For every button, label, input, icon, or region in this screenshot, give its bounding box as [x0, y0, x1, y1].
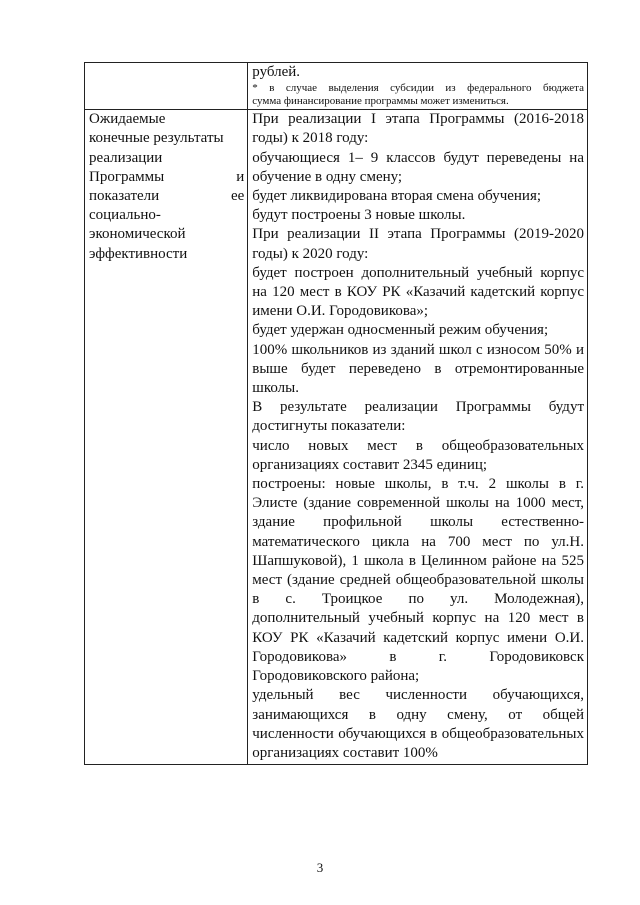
result-text-line: школы.: [252, 380, 299, 397]
label-line: [89, 168, 244, 187]
result-text-line: Городовиковского района;: [252, 668, 420, 685]
result-text-line: будет ликвидирована вторая смена обучения;: [252, 188, 542, 205]
result-text-line: Шапшуковой), 1 школа в Целинном районе на 525: [252, 552, 584, 569]
label-line: эффективности: [89, 245, 188, 262]
label-word: и: [236, 168, 245, 185]
result-text-line: 100% школьников из зданий школ с износом 50% и: [252, 341, 584, 358]
result-text-line: организациях составит 2345 единиц;: [252, 456, 488, 473]
result-text-line: Городовикова» в г. Городовиковск: [252, 648, 584, 665]
result-text-line: в с. Троицкое по ул. Молодежная),: [252, 591, 584, 608]
expected-results-label-cell: [85, 110, 248, 765]
funding-text-line: рублей.: [252, 64, 301, 80]
label-word: показатели: [89, 188, 160, 205]
result-text-line: КОУ РК «Казачий кадетский корпус имени О.И.: [252, 629, 584, 646]
result-text-line: построены: новые школы, в т.ч. 2 школы в г.: [252, 476, 584, 493]
result-text-line: математического цикла на 700 мест по ул.Н.: [252, 533, 584, 550]
label-line: конечные результаты: [89, 130, 224, 147]
result-text-line: В результате реализации Программы будут: [252, 399, 584, 416]
result-text-line: годы) к 2020 году:: [252, 245, 369, 262]
result-text-line: дополнительный учебный корпус на 120 мест в: [252, 610, 584, 627]
label-line: реализации: [89, 149, 163, 166]
result-text-line: на 120 мест в КОУ РК «Казачий кадетский корпус: [252, 284, 584, 301]
program-table: [84, 62, 588, 765]
label-word: ее: [230, 188, 245, 205]
result-text-line: здание профильной школы естественно-: [252, 514, 584, 531]
result-text-line: будут построены 3 новые школы.: [252, 207, 466, 224]
result-text-line: численности обучающихся в общеобразовательных: [252, 725, 584, 742]
label-line: экономической: [89, 226, 186, 243]
result-text-line: обучение в одну смену;: [252, 168, 403, 185]
funding-footnote-line: сумма финансирование программы может измениться.: [252, 95, 509, 108]
funding-label-cell: [85, 63, 248, 110]
result-text-line: При реализации II этапа Программы (2019-2020: [252, 226, 584, 243]
result-text-line: При реализации I этапа Программы (2016-2018: [252, 111, 584, 128]
result-text-line: Элисте (здание современной школы на 1000 мест,: [252, 495, 584, 512]
label-line: социально-: [89, 207, 161, 224]
result-text-line: имени О.И. Городовикова»;: [252, 303, 429, 320]
result-text-line: выше будет переведено в отремонтированные: [252, 360, 584, 377]
result-text-line: число новых мест в общеобразовательных: [252, 437, 584, 454]
table-row-funding: [85, 63, 588, 110]
result-text-line: организациях составит 100%: [252, 744, 438, 761]
funding-value-cell: [248, 63, 588, 110]
label-word: Программы: [89, 168, 165, 185]
result-text-line: занимающихся в одну смену, от общей: [252, 706, 584, 723]
result-text-line: будет удержан односменный режим обучения;: [252, 322, 549, 339]
label-line: [89, 187, 244, 206]
result-text-line: будет построен дополнительный учебный корпус: [252, 264, 584, 281]
result-text-line: удельный вес численности обучающихся,: [252, 687, 584, 704]
table-row-expected-results: [85, 110, 588, 765]
result-text-line: мест (здание средней общеобразовательной школы: [252, 572, 584, 589]
label-line: Ожидаемые: [89, 111, 166, 128]
result-text-line: годы) к 2018 году:: [252, 130, 369, 147]
expected-results-text-cell: [248, 110, 588, 765]
funding-footnote-line: * в случае выделения субсидии из федерального бюджета: [252, 82, 584, 95]
page-number: 3: [316, 860, 324, 875]
result-text-line: достигнуты показатели:: [252, 418, 406, 435]
result-text-line: обучающиеся 1– 9 классов будут переведены на: [252, 149, 584, 166]
